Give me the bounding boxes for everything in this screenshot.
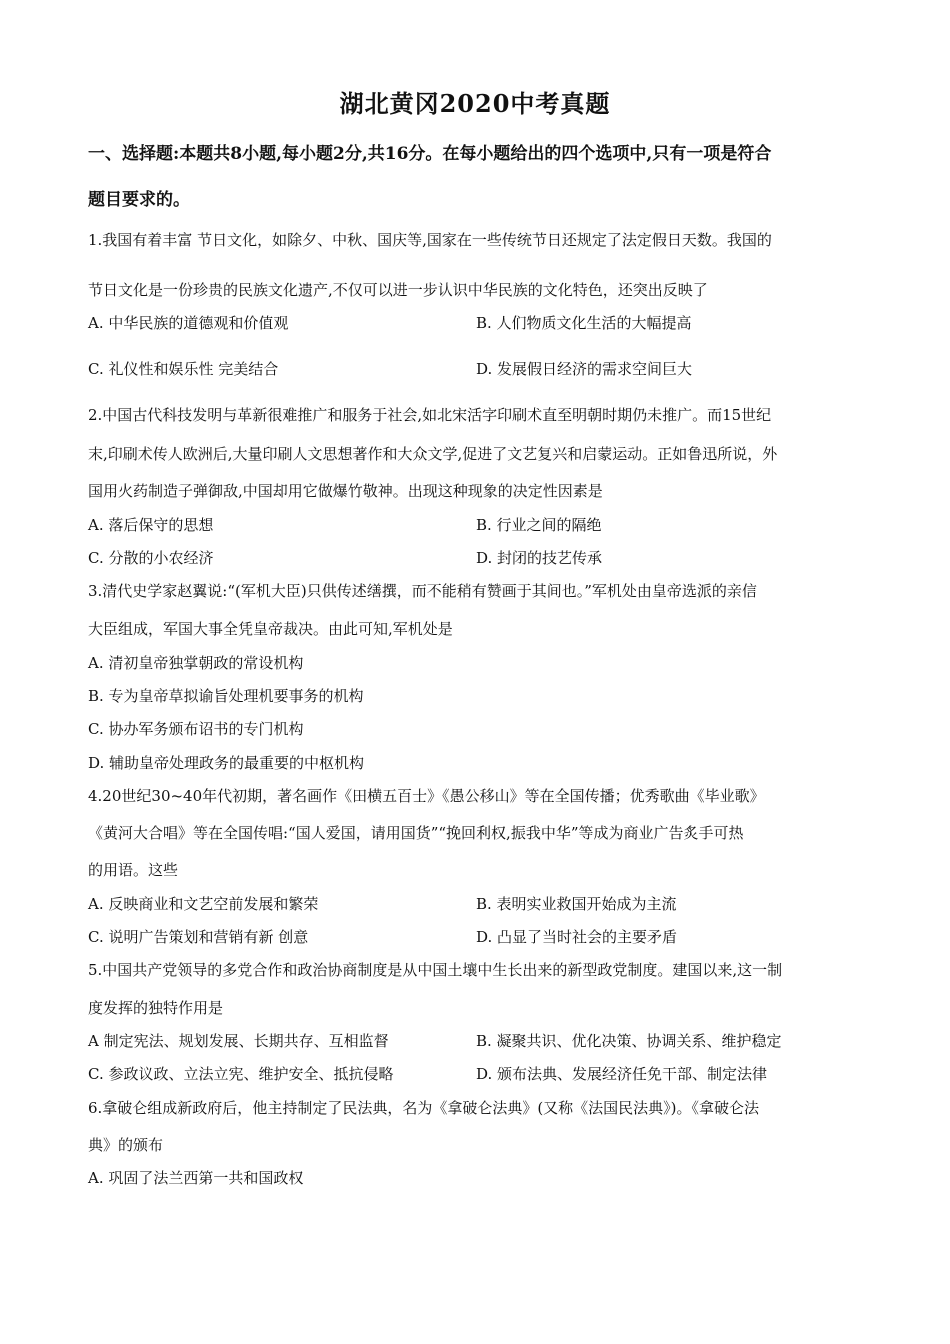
question-4-option-b: B. 表明实业救国开始成为主流 <box>476 895 677 913</box>
question-4-option-d: D. 凸显了当时社会的主要矛盾 <box>476 928 678 946</box>
page-title: 湖北黄冈2020中考真题 <box>339 89 611 118</box>
question-1-text-line-1: 1.我国有着丰富 节日文化，如除夕、中秋、国庆等,国家在一些传统节日还规定了法定假日天数。我国的 <box>88 231 772 249</box>
question-4-text-line-3: 的用语。这些 <box>88 861 179 879</box>
question-2-option-b: B. 行业之间的隔绝 <box>476 516 602 534</box>
question-6-option-a: A. 巩固了法兰西第一共和国政权 <box>88 1169 304 1187</box>
question-4-text-line-2: 《黄河大合唱》等在全国传唱:“国人爱国，请用国货”“挽回利权,振我中华”等成为商业广告炙手可热 <box>88 824 744 842</box>
question-2-option-a: A. 落后保守的思想 <box>88 516 214 534</box>
question-3-option-b: B. 专为皇帝草拟谕旨处理机要事务的机构 <box>88 687 364 705</box>
question-5-option-c: C. 参政议政、立法立宪、维护安全、抵抗侵略 <box>88 1065 394 1083</box>
question-2-text-line-3: 国用火药制造子弹御敌,中国却用它做爆竹敬神。出现这种现象的决定性因素是 <box>88 482 603 500</box>
question-3-option-c: C. 协办军务颁布诏书的专门机构 <box>88 720 304 738</box>
section-heading <box>88 139 863 216</box>
question-2-option-c: C. 分散的小农经济 <box>88 549 214 567</box>
question-3-text-line-1: 3.清代史学家赵翼说:“(军机大臣)只供传述缮撰，而不能稍有赞画于其间也。”军机处由皇帝选派的亲信 <box>88 582 757 600</box>
question-4-option-c: C. 说明广告策划和营销有新 创意 <box>88 928 309 946</box>
question-1-option-a: A. 中华民族的道德观和价值观 <box>88 314 289 332</box>
question-1-text-line-2: 节日文化是一份珍贵的民族文化遗产,不仅可以进一步认识中华民族的文化特色，还突出反映了 <box>88 281 708 299</box>
question-3-option-d: D. 辅助皇帝处理政务的最重要的中枢机构 <box>88 754 365 772</box>
section-heading-line-1: 一、选择题:本题共8小题,每小题2分,共16分。在每小题给出的四个选项中,只有一项是符合 <box>88 144 772 164</box>
question-3-text-line-2: 大臣组成，军国大事全凭皇帝裁决。由此可知,军机处是 <box>88 620 453 638</box>
question-3-option-a: A. 清初皇帝独掌朝政的常设机构 <box>88 654 304 672</box>
question-5-option-a: A 制定宪法、规划发展、长期共存、互相监督 <box>88 1032 389 1050</box>
question-2-text-line-2: 末,印刷术传人欧洲后,大量印刷人文思想著作和大众文学,促进了文艺复兴和启蒙运动。正如鲁迅所说，外 <box>88 445 778 463</box>
question-2-text-line-1: 2.中国古代科技发明与革新很难推广和服务于社会,如北宋活字印刷术直至明朝时期仍未推广。而15世纪 <box>88 406 772 424</box>
question-6-text-line-1: 6.拿破仑组成新政府后，他主持制定了民法典，名为《拿破仑法典》(又称《法国民法典》)。《拿破仑法 <box>88 1099 760 1117</box>
question-4-text-line-1: 4.20世纪30~40年代初期，著名画作《田横五百士》《愚公移山》等在全国传播；优秀歌曲《毕业歌》 <box>88 787 765 805</box>
question-5-option-b: B. 凝聚共识、优化决策、协调关系、维护稳定 <box>476 1032 782 1050</box>
question-1-option-c: C. 礼仪性和娱乐性 完美结合 <box>88 360 279 378</box>
question-2-option-d: D. 封闭的技艺传承 <box>476 549 603 567</box>
question-5-text-line-1: 5.中国共产党领导的多党合作和政治协商制度是从中国土壤中生长出来的新型政党制度。建国以来,这一制 <box>88 961 783 979</box>
question-5-text-line-2: 度发挥的独特作用是 <box>88 999 224 1017</box>
question-1-option-b: B. 人们物质文化生活的大幅提高 <box>476 314 692 332</box>
question-5-option-d: D. 颁布法典、发展经济任免干部、制定法律 <box>476 1065 768 1083</box>
section-heading-line-2: 题目要求的。 <box>88 190 190 210</box>
question-1-option-d: D. 发展假日经济的需求空间巨大 <box>476 360 693 378</box>
question-4-option-a: A. 反映商业和文艺空前发展和繁荣 <box>88 895 319 913</box>
question-6-text-line-2: 典》的颁布 <box>88 1136 164 1154</box>
